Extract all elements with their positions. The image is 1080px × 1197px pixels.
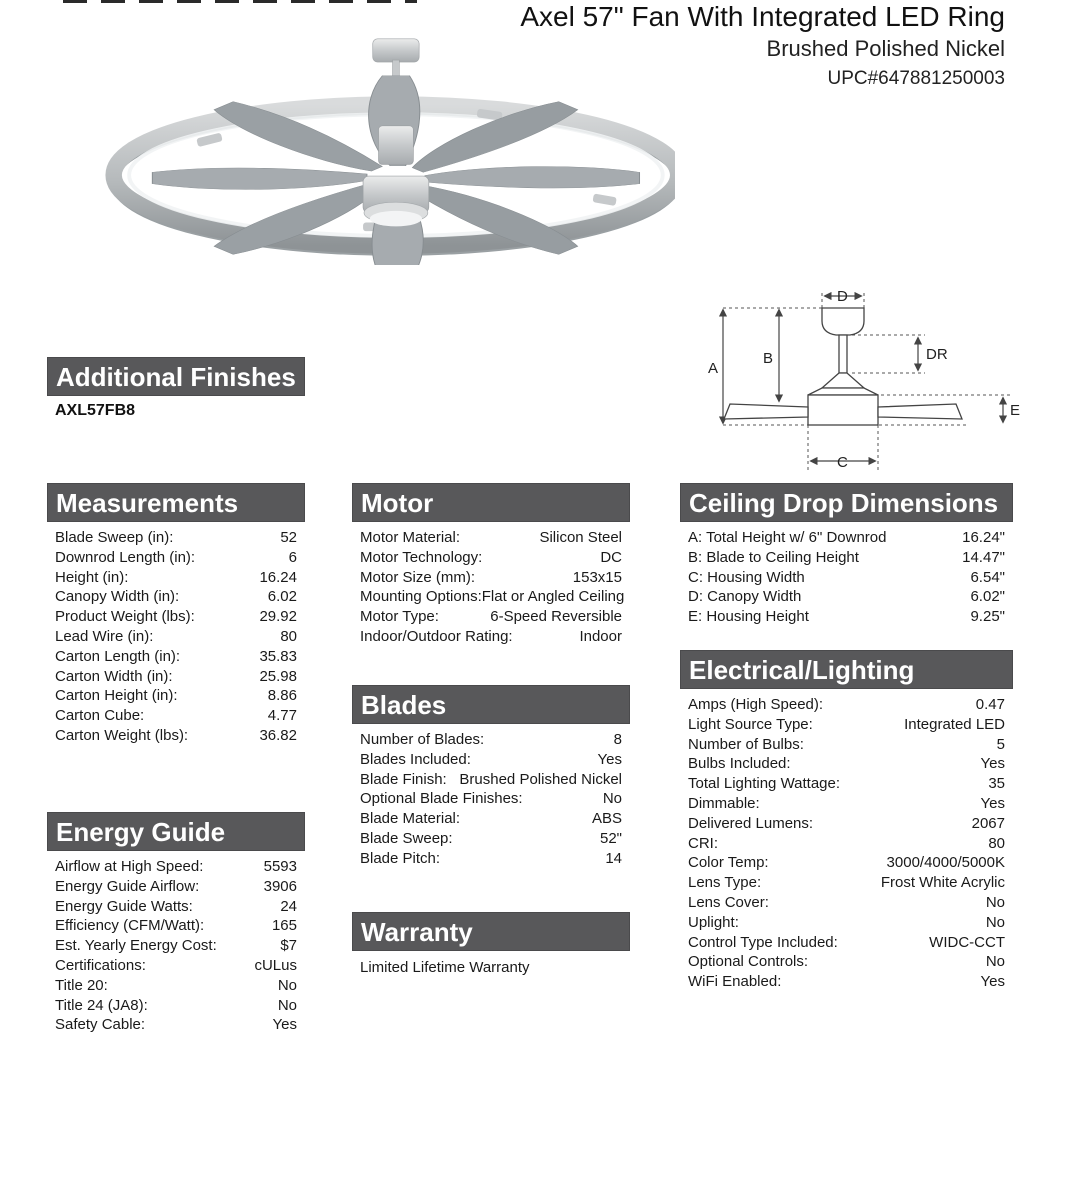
spec-label: Bulbs Included: <box>688 755 791 773</box>
spec-row <box>680 528 1013 548</box>
spec-row <box>47 1015 305 1035</box>
ceiling-drop-rows <box>680 528 1013 627</box>
spec-value: No <box>985 893 1005 911</box>
fan-canopy <box>373 39 419 62</box>
section-additional-finishes <box>47 357 305 420</box>
spec-row <box>47 587 305 607</box>
spec-label: Total Lighting Wattage: <box>688 775 841 793</box>
energy-guide-rows <box>47 857 305 1035</box>
section-header-energy-guide: Energy Guide <box>47 812 305 851</box>
spec-label: Height (in): <box>55 568 129 586</box>
spec-value: 5593 <box>263 858 297 875</box>
spec-label: Mounting Options: <box>360 588 482 606</box>
spec-value: 5 <box>996 735 1005 753</box>
spec-row <box>680 913 1013 933</box>
section-ceiling-drop-dimensions <box>680 483 1013 627</box>
motor-rows <box>352 528 630 647</box>
spec-label: Efficiency (CFM/Watt): <box>55 917 205 935</box>
product-photo-fan <box>55 33 675 265</box>
spec-row <box>47 568 305 588</box>
spec-value: 8 <box>613 731 622 748</box>
spec-label: Blade Sweep: <box>360 829 453 847</box>
spec-label: Carton Height (in): <box>55 687 178 705</box>
spec-value: 80 <box>988 834 1005 852</box>
spec-label: A: Total Height w/ 6" Downrod <box>688 529 887 546</box>
spec-row <box>352 750 630 770</box>
warranty-text: Limited Lifetime Warranty <box>360 959 530 976</box>
spec-value: 14 <box>605 849 622 867</box>
section-motor <box>352 483 630 647</box>
section-measurements <box>47 483 305 746</box>
spec-row <box>47 916 305 936</box>
spec-row <box>680 774 1013 794</box>
section-header-blades: Blades <box>352 685 630 724</box>
spec-value: Frost White Acrylic <box>880 874 1005 892</box>
section-header-additional-finishes: Additional Finishes <box>47 357 305 396</box>
spec-value: Silicon Steel <box>539 529 622 546</box>
spec-value: 3000/4000/5000K <box>886 854 1005 872</box>
spec-value: No <box>277 976 297 994</box>
spec-value: 35 <box>988 775 1005 793</box>
spec-label: WiFi Enabled: <box>688 973 782 991</box>
section-header-motor: Motor <box>352 483 630 522</box>
spec-label: Certifications: <box>55 956 146 974</box>
spec-label: Title 24 (JA8): <box>55 996 148 1014</box>
spec-value: 36.82 <box>259 726 297 744</box>
spec-label: Blades Included: <box>360 750 471 768</box>
spec-row <box>680 873 1013 893</box>
spec-row <box>47 607 305 627</box>
spec-label: Safety Cable: <box>55 1016 146 1034</box>
spec-value: No <box>602 790 622 808</box>
spec-label: Title 20: <box>55 976 108 994</box>
spec-value: Brushed Polished Nickel <box>459 770 622 788</box>
spec-row <box>680 548 1013 568</box>
spec-label: Blade Sweep (in): <box>55 529 174 546</box>
product-finish: Brushed Polished Nickel <box>766 36 1005 61</box>
spec-value: 16.24" <box>962 529 1005 546</box>
blades-rows <box>352 730 630 869</box>
spec-value: 6.54" <box>970 568 1005 586</box>
spec-value: Yes <box>272 1016 297 1034</box>
spec-row <box>680 587 1013 607</box>
spec-label: Number of Blades: <box>360 731 485 748</box>
section-warranty <box>352 912 630 978</box>
spec-row <box>680 607 1013 627</box>
spec-label: Dimmable: <box>688 794 760 812</box>
spec-value: 35.83 <box>259 647 297 665</box>
spec-label: Color Temp: <box>688 854 769 872</box>
section-blades <box>352 685 630 869</box>
spec-label: Est. Yearly Energy Cost: <box>55 937 217 955</box>
spec-value: 6 <box>288 548 297 566</box>
spec-row <box>352 568 630 588</box>
cropped-logo-fragment <box>63 0 417 3</box>
spec-row <box>680 952 1013 972</box>
spec-label: Optional Blade Finishes: <box>360 790 523 808</box>
spec-value: 29.92 <box>259 608 297 626</box>
spec-value: 6-Speed Reversible <box>490 608 622 626</box>
diagram-label-d: D <box>837 288 848 305</box>
spec-row <box>352 849 630 869</box>
spec-value: WIDC-CCT <box>929 933 1005 951</box>
spec-label: Product Weight (lbs): <box>55 608 195 626</box>
diagram-label-b: B <box>763 350 774 367</box>
diagram-fan-outline <box>724 308 962 425</box>
measurements-rows <box>47 528 305 746</box>
spec-row <box>47 548 305 568</box>
spec-row <box>680 715 1013 735</box>
spec-row <box>47 877 305 897</box>
spec-value: No <box>277 996 297 1014</box>
fan-light-lens <box>370 211 422 226</box>
spec-row <box>680 933 1013 953</box>
spec-row <box>47 647 305 667</box>
spec-row <box>352 770 630 790</box>
spec-row <box>47 667 305 687</box>
spec-row <box>47 857 305 877</box>
spec-label: Motor Size (mm): <box>360 568 476 586</box>
spec-row <box>352 829 630 849</box>
fan-coupling <box>379 126 414 165</box>
spec-label: Blade Material: <box>360 810 461 828</box>
ceiling-drop-diagram <box>700 283 1070 481</box>
spec-row <box>352 627 630 647</box>
spec-value: 3906 <box>263 877 297 895</box>
spec-value: Indoor <box>579 627 622 645</box>
spec-row <box>47 706 305 726</box>
diagram-label-c: C <box>837 454 848 471</box>
spec-value: No <box>985 953 1005 971</box>
spec-row <box>680 893 1013 913</box>
spec-label: Lens Cover: <box>688 893 769 911</box>
spec-row <box>352 587 630 607</box>
spec-value: 14.47" <box>962 548 1005 566</box>
spec-value: ABS <box>591 810 622 828</box>
spec-row <box>680 972 1013 992</box>
diagram-label-e: E <box>1010 402 1021 419</box>
spec-row <box>680 695 1013 715</box>
spec-row <box>47 976 305 996</box>
model-number: AXL57FB8 <box>55 402 136 419</box>
spec-row <box>47 528 305 548</box>
section-header-electrical-lighting: Electrical/Lighting <box>680 650 1013 689</box>
spec-value: cULus <box>254 956 297 974</box>
spec-row <box>352 730 630 750</box>
spec-label: Carton Weight (lbs): <box>55 726 189 744</box>
spec-value: Flat or Angled Ceiling <box>481 588 625 606</box>
spec-label: D: Canopy Width <box>688 588 802 606</box>
spec-label: Lead Wire (in): <box>55 627 154 645</box>
spec-label: Number of Bulbs: <box>688 735 804 753</box>
spec-value: DC <box>600 548 622 566</box>
spec-row <box>680 735 1013 755</box>
spec-row <box>680 834 1013 854</box>
spec-label: Blade Pitch: <box>360 849 441 867</box>
spec-value: Yes <box>980 755 1005 773</box>
spec-label: Carton Cube: <box>55 707 145 725</box>
spec-value: Yes <box>597 750 622 768</box>
spec-row <box>47 627 305 647</box>
spec-label: Downrod Length (in): <box>55 548 196 566</box>
spec-value: 2067 <box>971 814 1005 832</box>
spec-row <box>47 897 305 917</box>
spec-row <box>680 814 1013 834</box>
diagram-guide-lines <box>723 291 1010 471</box>
spec-value: Yes <box>980 794 1005 812</box>
spec-row <box>680 853 1013 873</box>
diagram-label-dr: DR <box>926 346 948 363</box>
spec-label: CRI: <box>688 834 718 852</box>
spec-label: Carton Length (in): <box>55 647 181 665</box>
spec-label: Energy Guide Airflow: <box>55 877 200 895</box>
spec-value: 25.98 <box>259 667 297 685</box>
spec-row <box>47 936 305 956</box>
product-upc: UPC#647881250003 <box>827 68 1005 89</box>
spec-label: Light Source Type: <box>688 715 813 733</box>
spec-label: Motor Material: <box>360 529 461 546</box>
spec-row <box>47 996 305 1016</box>
spec-label: Energy Guide Watts: <box>55 897 193 915</box>
spec-label: Optional Controls: <box>688 953 809 971</box>
spec-row <box>352 528 630 548</box>
spec-label: C: Housing Width <box>688 568 805 586</box>
spec-label: Indoor/Outdoor Rating: <box>360 627 513 645</box>
spec-row <box>352 607 630 627</box>
spec-row <box>680 794 1013 814</box>
spec-value: No <box>985 913 1005 931</box>
ring-bracket-right <box>592 193 616 206</box>
section-header-warranty: Warranty <box>352 912 630 951</box>
spec-value: 6.02" <box>970 588 1005 606</box>
spec-label: Control Type Included: <box>688 933 838 951</box>
section-energy-guide <box>47 812 305 1035</box>
spec-label: Uplight: <box>688 913 739 931</box>
spec-value: Yes <box>980 973 1005 991</box>
spec-label: Lens Type: <box>688 874 762 892</box>
spec-label: Blade Finish: <box>360 770 447 788</box>
spec-row <box>47 956 305 976</box>
spec-label: Canopy Width (in): <box>55 588 180 606</box>
spec-value: 6.02 <box>267 588 297 606</box>
spec-label: B: Blade to Ceiling Height <box>688 548 859 566</box>
spec-label: Airflow at High Speed: <box>55 858 204 875</box>
spec-label: E: Housing Height <box>688 608 809 626</box>
section-header-ceiling-drop-dimensions: Ceiling Drop Dimensions <box>680 483 1013 522</box>
spec-value: 16.24 <box>259 568 297 586</box>
spec-label: Amps (High Speed): <box>688 696 824 713</box>
spec-value: 52" <box>599 829 622 847</box>
spec-value: 80 <box>280 627 297 645</box>
spec-row <box>352 809 630 829</box>
spec-value: 4.77 <box>267 707 297 725</box>
spec-row <box>352 789 630 809</box>
spec-value: 153x15 <box>572 568 622 586</box>
spec-row <box>47 686 305 706</box>
spec-row <box>680 568 1013 588</box>
spec-value: 24 <box>280 897 297 915</box>
diagram-label-a: A <box>708 360 719 377</box>
spec-value: 165 <box>271 917 297 935</box>
section-header-measurements: Measurements <box>47 483 305 522</box>
spec-value: 0.47 <box>975 696 1005 713</box>
spec-label: Carton Width (in): <box>55 667 173 685</box>
spec-value: 9.25" <box>970 608 1005 626</box>
spec-row <box>680 754 1013 774</box>
section-electrical-lighting <box>680 650 1013 992</box>
spec-value: Integrated LED <box>904 715 1005 733</box>
spec-label: Delivered Lumens: <box>688 814 814 832</box>
spec-label: Motor Technology: <box>360 548 483 566</box>
spec-value: 8.86 <box>267 687 297 705</box>
product-title: Axel 57" Fan With Integrated LED Ring <box>520 1 1005 32</box>
spec-value: 52 <box>280 529 297 546</box>
spec-value: $7 <box>280 937 297 955</box>
electrical-rows <box>680 695 1013 992</box>
spec-row <box>352 548 630 568</box>
spec-row <box>47 726 305 746</box>
spec-label: Motor Type: <box>360 608 439 626</box>
